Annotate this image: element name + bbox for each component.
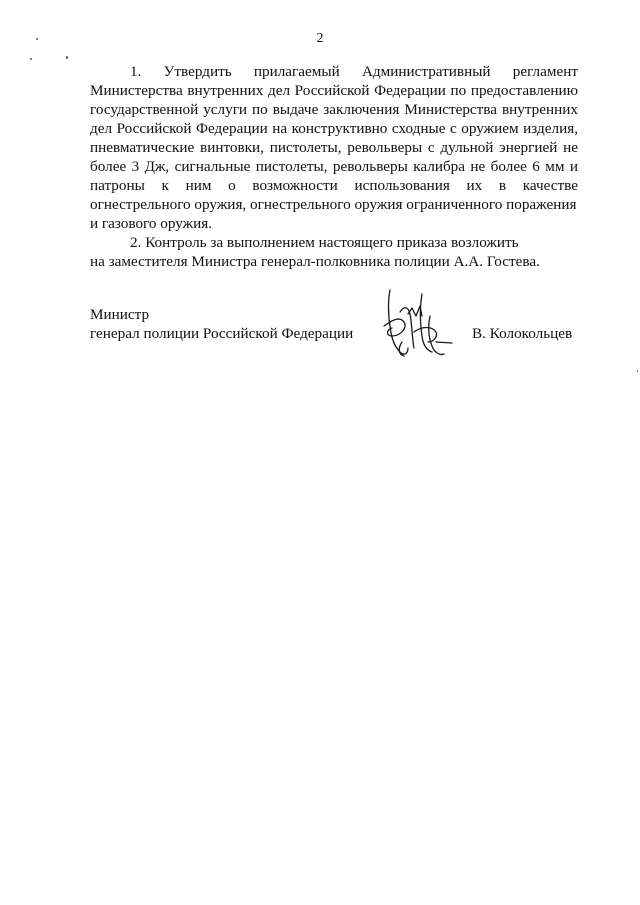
scan-speck xyxy=(637,370,638,372)
signature-block xyxy=(90,305,578,365)
scan-speck xyxy=(66,56,68,59)
scan-speck xyxy=(36,38,38,40)
scan-speck xyxy=(30,58,32,60)
signatory-title-line-1: Министр xyxy=(90,306,150,323)
paragraph-1 xyxy=(90,62,578,214)
paragraph-2: 2. Контроль за выполнением настоящего приказа возложить xyxy=(130,234,519,251)
paragraph-1-text: 1. Утвердить прилагаемый Административный регламент Министерства внутренних дел Российской Федерации по предоставлению государственной услуги по выдаче заключения Министерства внутренних дел Российской Федерации на конструктивно сходные с оружием изделия, пневматические винтовки, пистолеты, револьверы с дульной энергией не более 3 Дж, сигнальные пистолеты, револьверы калибра не более 6 мм и патроны к ним о возможности использования их в качестве огнестрельного оружия, огнестрельного оружия ограниченного поражения xyxy=(90,63,578,213)
paragraph-2-last-line: на заместителя Министра генерал-полковника полиции А.А. Гостева. xyxy=(90,253,540,270)
signatory-title-line-2: генерал полиции Российской Федерации xyxy=(90,325,354,342)
paragraph-1-last-line: и газового оружия. xyxy=(90,215,213,232)
signatory-name: В. Колокольцев xyxy=(472,325,573,342)
page-number: 2 xyxy=(316,31,324,46)
handwritten-signature xyxy=(378,286,456,360)
document-body xyxy=(90,62,578,271)
